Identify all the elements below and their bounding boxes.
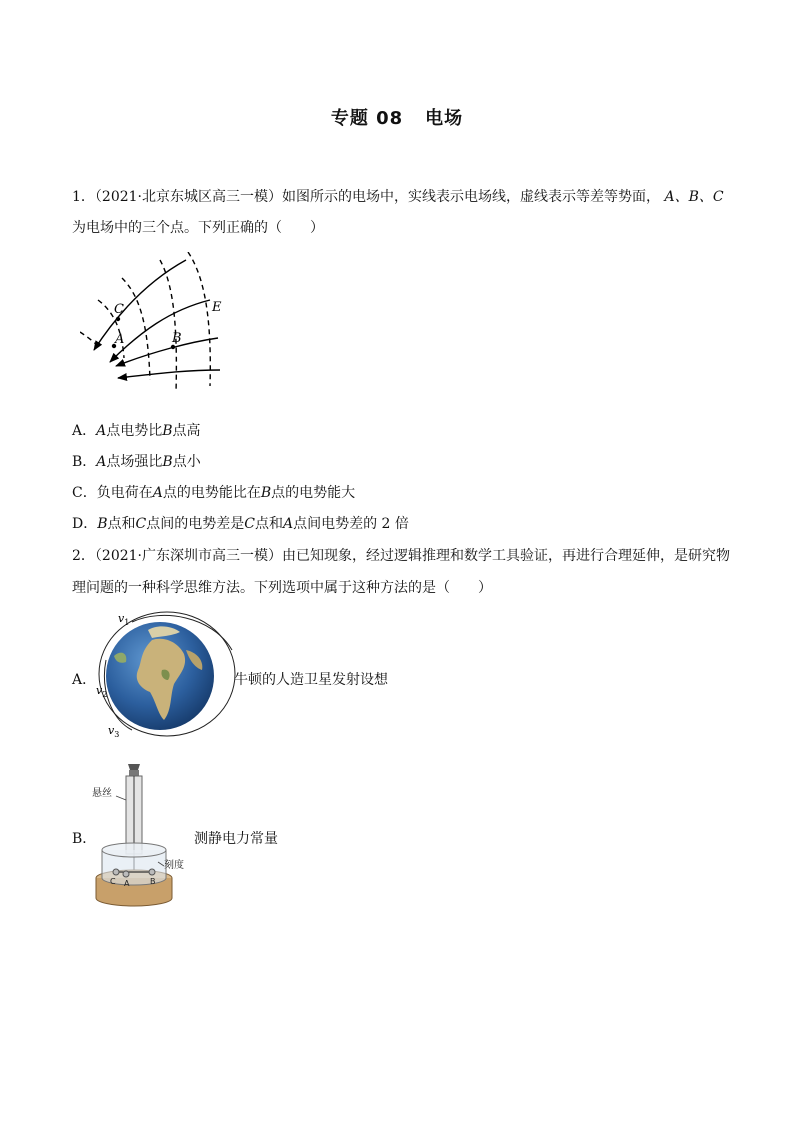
title-topic: 电场 <box>425 108 464 129</box>
option-text: 点和 <box>107 516 136 532</box>
point-c-dot <box>116 317 120 321</box>
q2-stem-line1 <box>72 544 730 568</box>
option-text: A <box>96 454 107 470</box>
label-sphere-b: B <box>150 877 156 886</box>
sphere-c <box>113 869 119 875</box>
option-letter: D． <box>72 516 98 532</box>
label-v1: $v_1$ <box>118 612 130 627</box>
q1-option-d[interactable] <box>72 513 409 533</box>
q2-option-b-caption: 测静电力常量 <box>194 831 278 847</box>
option-text: 点高 <box>172 423 201 439</box>
option-text: 点间电势差的 2 倍 <box>293 516 409 532</box>
top-knob <box>128 764 140 770</box>
q2-option-a-caption: 牛顿的人造卫星发射设想 <box>234 672 388 688</box>
option-text: B <box>162 423 173 439</box>
q1-stem-line2: 为电场中的三个点。下列正确的（ ） <box>72 220 324 236</box>
option-text: 点的电势能比在 <box>162 485 261 501</box>
sphere-a <box>123 871 129 877</box>
label-v2: $v_2$ <box>96 684 108 699</box>
option-text: 点的电势能大 <box>271 485 356 501</box>
option-text: 点间的电势差是 <box>146 516 245 532</box>
leader-line <box>116 796 126 800</box>
option-text: A <box>96 423 107 439</box>
q2-stem-line2: 理问题的一种科学思维方法。下列选项中属于这种方法的是（ ） <box>72 580 492 596</box>
label-e: E <box>212 300 222 315</box>
option-letter: A． <box>72 423 97 439</box>
top-knob-base <box>129 770 139 776</box>
q1-points: A、B、C <box>660 189 724 205</box>
option-letter: C． <box>72 485 97 501</box>
option-text: C <box>244 516 255 532</box>
q1-option-a[interactable] <box>72 420 201 440</box>
page-title <box>0 104 794 130</box>
title-prefix: 专题 08 <box>330 108 404 129</box>
option-text: B <box>97 516 108 532</box>
q1-number: 1． <box>72 189 95 205</box>
q1-option-b[interactable] <box>72 451 201 471</box>
label-scale: 刻度 <box>164 860 184 871</box>
q2-option-b-letter[interactable]: B． <box>72 831 97 847</box>
sphere-b <box>149 869 155 875</box>
field-lines <box>94 260 220 378</box>
option-text: 负电荷在 <box>96 485 153 501</box>
q2-option-a-letter[interactable]: A． <box>72 672 97 688</box>
option-text: A <box>282 516 294 532</box>
option-text: A <box>152 485 163 501</box>
option-text: B <box>260 485 272 501</box>
label-sphere-a: A <box>124 879 130 888</box>
option-text: 点电势比 <box>106 423 163 439</box>
option-text: B <box>162 454 173 470</box>
q1-stem-line1 <box>72 185 724 209</box>
label-sphere-c: C <box>110 877 116 886</box>
q1-stem-text: 如图所示的电场中，实线表示电场线，虚线表示等差等势面， <box>282 189 661 205</box>
q1-field-figure <box>80 252 240 402</box>
option-text: C <box>135 516 147 532</box>
equipotential-line <box>188 252 210 386</box>
label-c: C <box>114 302 124 317</box>
option-letter: B． <box>72 454 97 470</box>
earth-satellite-figure <box>92 610 242 740</box>
field-line <box>118 370 220 378</box>
q2-source: （2021·广东深圳市高三一模） <box>94 548 283 564</box>
q2-stem-text: 由已知现象，经过逻辑推理和数学工具验证，再进行合理延伸，是研究物 <box>282 548 731 564</box>
option-text: 点和 <box>254 516 283 532</box>
q1-source: （2021·北京东城区高三一模） <box>94 189 283 205</box>
label-v3: $v_3$ <box>108 724 120 739</box>
glass-cylinder-top <box>102 843 166 857</box>
equipotential-line <box>122 278 150 380</box>
label-wire: 悬丝 <box>92 788 112 799</box>
label-a: A <box>115 332 125 347</box>
option-text: 点小 <box>172 454 201 470</box>
label-b: B <box>172 331 182 346</box>
q1-option-c[interactable] <box>72 482 355 502</box>
q2-number: 2． <box>72 548 95 564</box>
torsion-balance-figure <box>92 760 202 912</box>
option-text: 点场强比 <box>106 454 163 470</box>
